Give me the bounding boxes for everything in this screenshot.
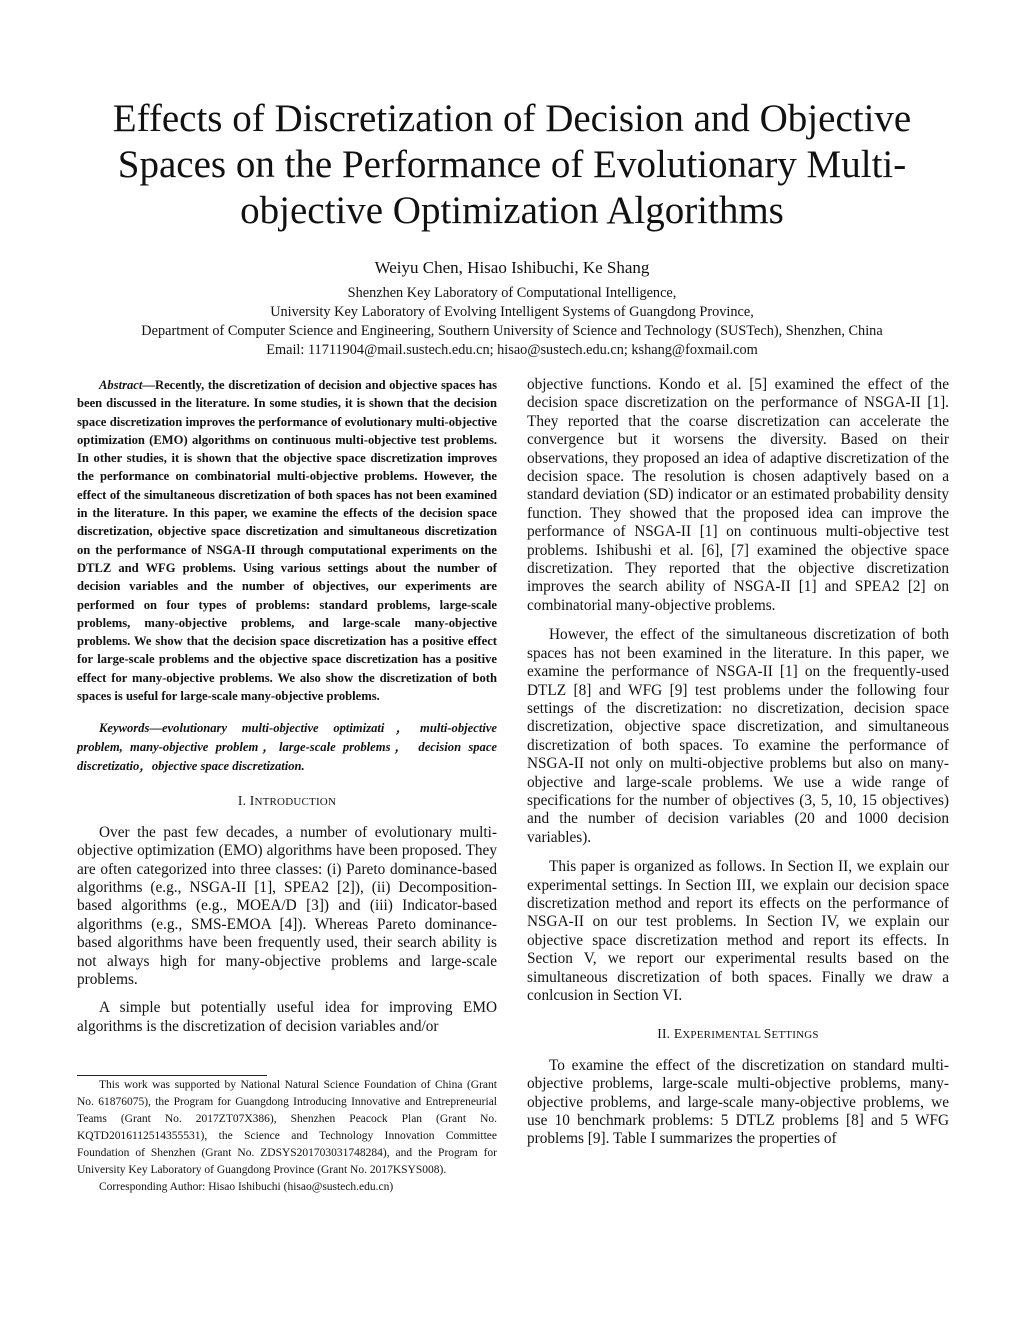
intro-paragraph-1: Over the past few decades, a number of evolutionary multi-objective optimization (EMO) algorithms have been proposed. They are often categorized into three classes: (i) Pareto dominance-based algorithms (e.g., NSGA-II [1], SPEA2 [2]), (ii) Decomposition-based algorithms (e.g., MOEA/D [3]) and (iii) Indicator-based algorithms (e.g., SMS-EMOA [4]). Whereas Pareto dominance-based algorithms have been frequently used, their search ability is not always high for many-objective problems and large-scale problems. [77, 823, 497, 988]
abstract-label: Abstract [99, 378, 143, 392]
right-column [527, 376, 949, 1149]
intro-paragraph-2: A simple but potentially useful idea for improving EMO algorithms is the discretization of decision variables and/or [77, 999, 497, 1035]
affiliation-line-2: University Key Laboratory of Evolving Intelligent Systems of Guangdong Province, [270, 304, 754, 320]
keywords-text: —evolutionary multi-objective optimizati，multi-objective problem, many-objective problem，large-scale problems， decision space discretizatio，objective space discretization. [77, 721, 497, 774]
paper-title: Effects of Discretization of Decision and Objective Spaces on the Performance of Evolutionary Multi-objective Optimization Algorithms [112, 97, 912, 232]
footnote-corresponding-author: Corresponding Author: Hisao Ishibuchi (hisao@sustech.edu.cn) [99, 1181, 394, 1193]
abstract [77, 376, 497, 705]
right-paragraph-2: However, the effect of the simultaneous discretization of both spaces has not been examined in the literature. In this paper, we examine the performance of NSGA-II [1] on the frequently-used DTLZ [8] and WFG [9] test problems under the following four settings of the discretization: no discretization, decision space discretization, objective space discretization, and simultaneous discretization of both spaces. To examine the performance of NSGA-II not only on multi-objective problems but also on many-objective and large-scale problems. We use a wide range of specifications for the number of objectives (3, 5, 10, 15 objectives) and the number of decision variables (20 and 1000 decision variables). [527, 626, 949, 846]
right-paragraph-3: This paper is organized as follows. In Section II, we explain our experimental settings. In Section III, we explain our decision space discretization method and report its effects on the performance of NSGA-II on our test problems. In Section IV, we explain our objective space discretization method and report its effects. In Section V, we report our experimental results based on the simultaneous discretization of both spaces. Finally we draw a conlcusion in Section VI. [527, 858, 949, 1004]
affiliation-line-3: Department of Computer Science and Engineering, Southern University of Science and Technology (SUSTech), Shenzhen, China [141, 323, 883, 339]
footnote-divider [77, 1075, 267, 1076]
section-heading-experimental-settings: II. EXPERIMENTAL SETTINGS [657, 1026, 819, 1042]
abstract-text: Recently, the discretization of decision and objective spaces has been discussed in the literature. In some studies, it is shown that the decision space discretization improves the performance of evolutionary multi-objective optimization (EMO) algorithms on continuous multi-objective test problems. In other studies, it is shown that the objective space discretization improves the performance on combinatorial multi-objective problems. However, the effect of the simultaneous discretization of both spaces has not been examined in the literature. In this paper, we examine the effects of the decision space discretization, objective space discretization and simultaneous discretization on the performance of NSGA-II through computational experiments on the DTLZ and WFG problems. Using various settings about the number of decision variables and the number of objectives, our experiments are performed on four types of problems: standard problems, large-scale problems, many-objective problems, and large-scale many-objective problems. We show that the decision space discretization has a positive effect for large-scale problems and the objective space discretization has a positive effect for many-objective problems. We also show the discretization of both spaces is useful for large-scale many-objective problems. [77, 378, 497, 704]
email-line: Email: 11711904@mail.sustech.edu.cn; hisao@sustech.edu.cn; kshang@foxmail.com [266, 342, 758, 358]
right-paragraph-1: objective functions. Kondo et al. [5] examined the effect of the decision space discretization on the performance of NSGA-II [1]. They reported that the coarse discretization can accelerate the convergence but it worsens the diversity. Based on their observations, they proposed an idea of adaptive discretization of the decision space. The resolution is chosen adaptively based on a standard deviation (SD) indicator or an estimated probability density function. They showed that the proposed idea can improve the performance of NSGA-II [1] on continuous multi-objective test problems. Ishibushi et al. [6], [7] examined the objective space discretization. They reported that the objective discretization improves the search ability of NSGA-II [1] and SPEA2 [2] on combinatorial many-objective problems. [527, 376, 949, 614]
affiliation-line-1: Shenzhen Key Laboratory of Computational Intelligence, [347, 285, 677, 301]
left-column [77, 376, 497, 1036]
footnote-funding: This work was supported by National Natural Science Foundation of China (Grant No. 61876075), the Program for Guangdong Introducing Innovative and Entrepreneurial Teams (Grant No. 2017ZT07X386), Shenzhen Peacock Plan (Grant No. KQTD2016112514355531), the Science and Technology Innovation Committee Foundation of Shenzhen (Grant No. ZDSYS201703031748284), and the Program for University Key Laboratory of Guangdong Province (Grant No. 2017KSYS008). [77, 1079, 497, 1176]
section-heading-introduction: I. INTRODUCTION [237, 793, 337, 809]
authors: Weiyu Chen, Hisao Ishibuchi, Ke Shang [374, 258, 650, 277]
keywords-label: Keywords [99, 721, 150, 736]
section2-paragraph-1: To examine the effect of the discretization on standard multi-objective problems, large-scale multi-objective problems, many-objective problems, and large-scale many-objective problems, we use 10 benchmark problems: 5 DTLZ problems [8] and 5 WFG problems [9]. Table I summarizes the properties of [527, 1056, 949, 1148]
keywords [77, 719, 497, 776]
abstract-dash: — [142, 378, 155, 392]
footnote [77, 1077, 497, 1196]
